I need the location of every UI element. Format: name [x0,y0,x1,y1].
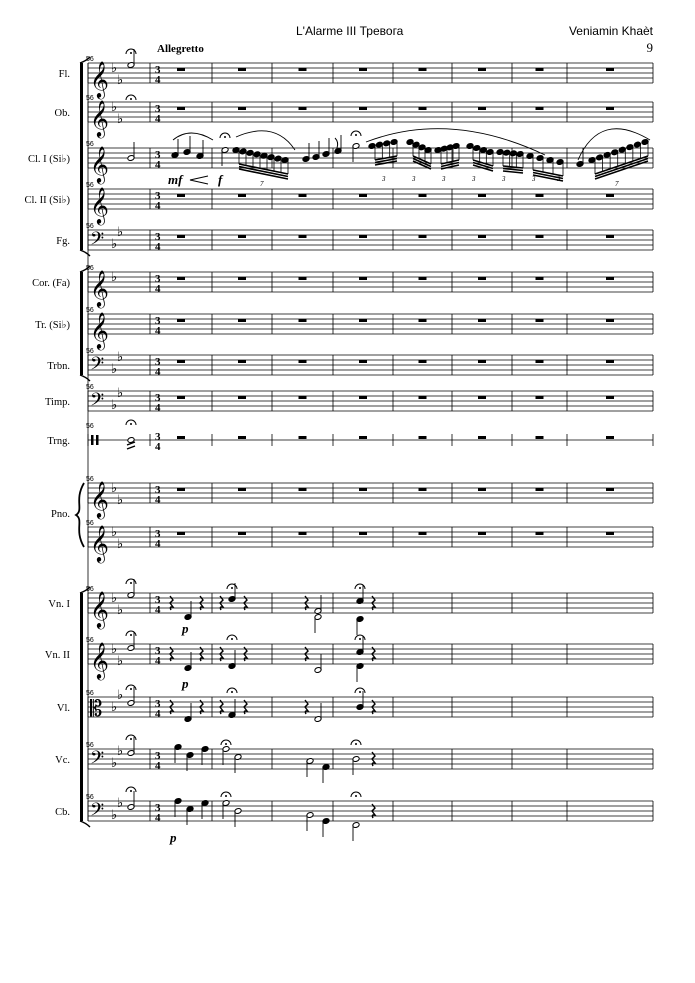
flat-icon: ♭ [117,73,124,88]
whole-rest [299,68,307,71]
flag [335,138,338,148]
whole-rest [419,488,427,491]
measure-number: 56 [86,794,94,801]
whole-rest [299,277,307,280]
instrument-label: Vn. II [44,650,70,661]
whole-rest [536,319,544,322]
whole-rest [299,532,307,535]
whole-rest [238,319,246,322]
whole-rest [419,532,427,535]
whole-rest [177,319,185,322]
measure-number: 56 [86,141,94,148]
measure-number: 56 [86,56,94,63]
flat-icon: ♭ [117,603,124,618]
time-signature-bottom: 4 [155,283,161,295]
page-number: 9 [646,40,653,55]
flat-icon: ♭ [111,61,118,76]
staff-11 [51,476,653,520]
whole-rest [359,436,367,439]
time-signature-top: 3 [155,484,161,496]
whole-rest [359,107,367,110]
whole-rest [536,532,544,535]
time-signature-bottom: 4 [155,812,161,824]
bass-clef-icon: 𝄢 [90,390,105,415]
bass-clef-icon: 𝄢 [90,354,105,379]
instrument-label: Trng. [47,436,70,447]
whole-rest [359,319,367,322]
flat-icon: ♭ [111,362,118,377]
instrument-label: Tr. (Si♭) [35,320,70,331]
staff-9 [45,384,653,415]
bass-clef-icon: 𝄢 [90,800,105,825]
whole-rest [536,360,544,363]
instrument-label: Cl. II (Si♭) [24,195,70,206]
whole-rest [478,360,486,363]
instrument-label: Trbn. [47,361,70,372]
time-signature-bottom: 4 [155,441,161,453]
whole-rest [177,532,185,535]
whole-rest [478,396,486,399]
staff-12 [86,520,653,563]
instrument-label: Vc. [55,755,70,766]
whole-rest [478,319,486,322]
time-signature-bottom: 4 [155,74,161,86]
crescendo-hairpin [190,176,208,184]
flat-icon: ♭ [117,654,124,669]
measure-number: 56 [86,348,94,355]
flat-icon: ♭ [117,537,124,552]
whole-rest [359,360,367,363]
time-signature-top: 3 [155,750,161,762]
staff-1 [59,56,653,99]
whole-rest [419,360,427,363]
measure-number: 56 [86,690,94,697]
tuplet-number: 3 [532,175,536,183]
whole-rest [359,396,367,399]
instrument-label: Timp. [44,397,70,408]
beam [503,169,523,171]
bass-clef-icon: 𝄢 [90,229,105,254]
whole-rest [419,107,427,110]
whole-rest [359,488,367,491]
treble-clef-icon: 𝄞 [90,99,109,137]
tuplet-number: 3 [502,175,506,183]
flat-icon: ♭ [111,642,118,657]
whole-rest [419,68,427,71]
whole-rest [359,68,367,71]
flat-icon: ♭ [111,100,118,115]
instrument-label: Cl. I (Si♭) [28,154,70,165]
treble-clef-icon: 𝄞 [90,590,109,628]
measure-number: 56 [86,423,94,430]
whole-rest [606,396,614,399]
staff-13 [48,586,653,629]
measure-number: 56 [86,520,94,527]
time-signature-top: 3 [155,190,161,202]
tempo-marking: Allegretto [157,43,204,55]
whole-rest [238,360,246,363]
dynamic-p: p [182,676,189,691]
time-signature-bottom: 4 [155,241,161,253]
whole-rest [359,235,367,238]
tuplet-number: 3 [412,175,416,183]
whole-rest [606,319,614,322]
whole-rest [238,235,246,238]
whole-rest [419,235,427,238]
treble-clef-icon: 𝄞 [90,145,109,183]
whole-rest [419,277,427,280]
whole-rest [299,107,307,110]
flat-icon: ♭ [111,808,118,823]
time-signature-bottom: 4 [155,494,161,506]
whole-rest [299,235,307,238]
beam [503,171,523,173]
flat-icon: ♭ [117,796,124,811]
whole-rest [419,319,427,322]
staff-14 [45,637,653,680]
time-signature-top: 3 [155,431,161,443]
whole-rest [238,436,246,439]
whole-rest [177,194,185,197]
whole-rest [478,436,486,439]
time-signature-bottom: 4 [155,325,161,337]
whole-rest [478,488,486,491]
flat-icon: ♭ [111,481,118,496]
treble-clef-icon: 𝄞 [90,186,109,224]
dynamic-p: p [170,830,177,845]
staff-7 [35,307,653,350]
instrument-label: Cb. [55,807,70,818]
time-signature-bottom: 4 [155,760,161,772]
woodwinds-bracket [80,63,83,250]
staff-17 [55,794,653,825]
whole-rest [606,277,614,280]
whole-rest [606,235,614,238]
whole-rest [177,107,185,110]
time-signature-top: 3 [155,802,161,814]
measure-number: 56 [86,265,94,272]
whole-rest [177,235,185,238]
flat-icon: ♭ [111,237,118,252]
whole-rest [536,107,544,110]
slur [236,131,295,150]
flat-icon: ♭ [117,744,124,759]
dynamic-p: p [182,621,189,636]
whole-rest [299,488,307,491]
whole-rest [606,436,614,439]
measure-number: 56 [86,223,94,230]
whole-rest [299,194,307,197]
treble-clef-icon: 𝄞 [90,60,109,98]
whole-rest [177,360,185,363]
instrument-label: Ob. [54,108,70,119]
score-title: L'Alarme III Тревога [296,24,404,38]
treble-clef-icon: 𝄞 [90,524,109,562]
whole-rest [606,488,614,491]
whole-rest [536,436,544,439]
treble-clef-icon: 𝄞 [90,480,109,518]
time-signature-top: 3 [155,64,161,76]
instrument-label: Fl. [58,69,70,80]
whole-rest [419,396,427,399]
whole-rest [536,488,544,491]
whole-rest [177,488,185,491]
time-signature-bottom: 4 [155,538,161,550]
measure-number: 56 [86,384,94,391]
tuplet-number: 3 [472,175,476,183]
tuplet-number: 7 [615,180,619,188]
whole-rest [536,194,544,197]
whole-rest [299,436,307,439]
whole-rest [359,532,367,535]
brass-bracket [80,272,83,375]
time-signature-top: 3 [155,149,161,161]
whole-rest [238,532,246,535]
time-signature-top: 3 [155,315,161,327]
flat-icon: ♭ [117,225,124,240]
measure-number: 56 [86,95,94,102]
flat-icon: ♭ [117,493,124,508]
flat-icon: ♭ [111,270,118,285]
time-signature-top: 3 [155,356,161,368]
whole-rest [606,360,614,363]
staff-10 [47,423,653,453]
whole-rest [478,194,486,197]
dynamic-mf: mf [168,172,183,187]
tuplet-number: 3 [382,175,386,183]
flat-icon: ♭ [111,700,118,715]
tremolo-stroke [127,446,135,449]
staff-6 [32,265,653,308]
instrument-label: Pno. [51,509,70,520]
whole-rest [478,532,486,535]
flat-icon: ♭ [111,398,118,413]
flat-icon: ♭ [117,386,124,401]
piano-brace-icon [76,483,84,547]
time-signature-bottom: 4 [155,708,161,720]
time-signature-bottom: 4 [155,402,161,414]
instrument-label: Cor. (Fa) [32,278,70,289]
whole-rest [606,68,614,71]
flat-icon: ♭ [117,112,124,127]
time-signature-bottom: 4 [155,113,161,125]
whole-rest [606,532,614,535]
whole-rest [478,107,486,110]
whole-rest [238,396,246,399]
time-signature-top: 3 [155,698,161,710]
percussion-clef-icon [91,435,94,445]
whole-rest [478,68,486,71]
whole-rest [177,277,185,280]
measure-number: 56 [86,307,94,314]
whole-rest [359,277,367,280]
time-signature-top: 3 [155,528,161,540]
time-signature-bottom: 4 [155,366,161,378]
measure-number: 56 [86,637,94,644]
whole-rest [299,396,307,399]
staff-8 [47,348,653,379]
tuplet-number: 3 [442,175,446,183]
flat-icon: ♭ [117,688,124,703]
instrument-label: Fg. [56,236,70,247]
whole-rest [419,194,427,197]
time-signature-bottom: 4 [155,200,161,212]
whole-rest [478,235,486,238]
measure-number: 56 [86,586,94,593]
time-signature-bottom: 4 [155,655,161,667]
dynamic-f: f [218,172,223,187]
strings-bracket [80,593,83,821]
whole-rest [606,194,614,197]
whole-rest [299,360,307,363]
time-signature-bottom: 4 [155,159,161,171]
whole-rest [606,107,614,110]
whole-rest [536,277,544,280]
instrument-label: Vl. [56,703,70,714]
whole-rest [238,194,246,197]
measure-number: 56 [86,742,94,749]
whole-rest [478,277,486,280]
alto-clef-icon: 𝄡 [90,697,103,722]
whole-rest [536,396,544,399]
treble-clef-icon: 𝄞 [90,269,109,307]
measure-number: 56 [86,182,94,189]
tuplet-number: 3 [557,175,561,183]
time-signature-top: 3 [155,645,161,657]
slur [173,133,213,140]
flat-icon: ♭ [111,756,118,771]
time-signature-top: 3 [155,594,161,606]
staff-5 [56,223,653,254]
staff-4 [25,182,654,225]
staff-15 [57,688,653,722]
bass-clef-icon: 𝄢 [90,748,105,773]
time-signature-bottom: 4 [155,604,161,616]
flat-icon: ♭ [111,591,118,606]
time-signature-top: 3 [155,273,161,285]
time-signature-top: 3 [155,231,161,243]
time-signature-top: 3 [155,103,161,115]
whole-rest [177,436,185,439]
whole-rest [359,194,367,197]
whole-rest [299,319,307,322]
whole-rest [238,107,246,110]
whole-rest [238,488,246,491]
whole-rest [536,68,544,71]
treble-clef-icon: 𝄞 [90,641,109,679]
whole-rest [177,396,185,399]
whole-rest [536,235,544,238]
treble-clef-icon: 𝄞 [90,311,109,349]
whole-rest [177,68,185,71]
whole-rest [419,436,427,439]
tuplet-number: 7 [260,180,264,188]
measure-number: 56 [86,476,94,483]
flat-icon: ♭ [117,350,124,365]
composer-name: Veniamin Khaèt [568,24,653,38]
whole-rest [238,68,246,71]
whole-rest [238,277,246,280]
instrument-label: Vn. I [48,599,70,610]
time-signature-top: 3 [155,392,161,404]
flat-icon: ♭ [111,525,118,540]
